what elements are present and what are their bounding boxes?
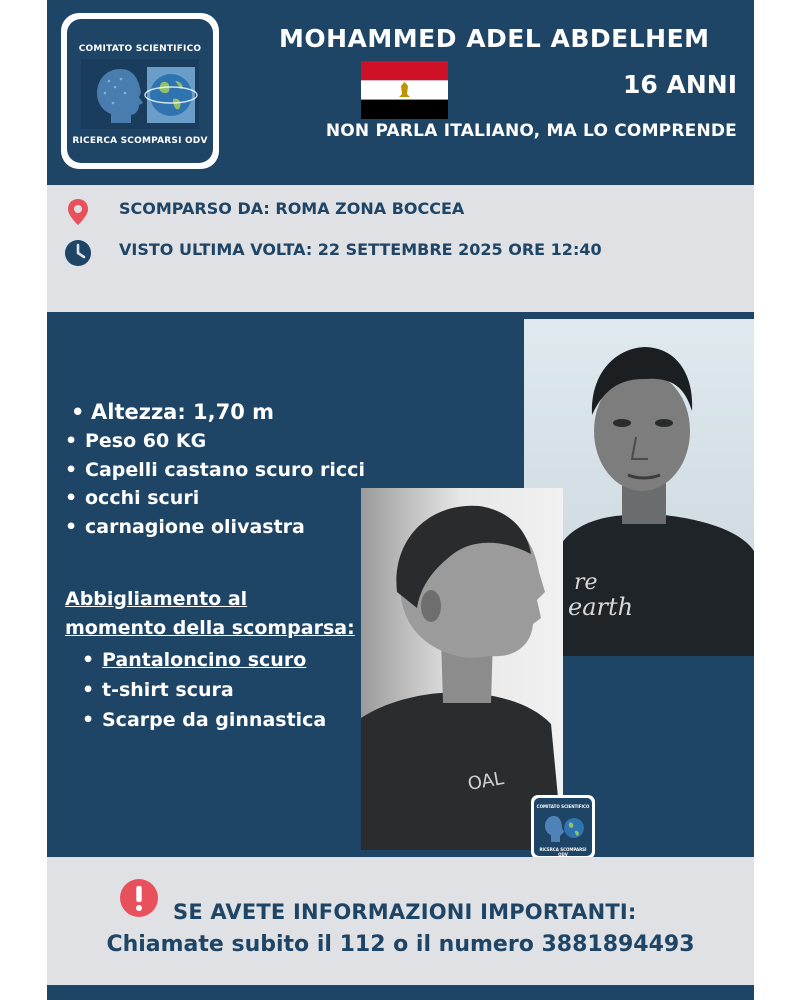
missing-person-poster (47, 0, 754, 1000)
language-note: NON PARLA ITALIANO, MA LO COMPRENDE (325, 121, 737, 141)
mini-head-globe-icon (540, 812, 586, 844)
info-icon (119, 878, 159, 918)
shirt-print-line-2: earth (568, 593, 634, 621)
trait-item: • carnagione olivastra (63, 513, 365, 542)
header-band (47, 0, 754, 185)
phone-line: Chiamate subito il 112 o il numero 3881894493 (106, 932, 695, 957)
person-name: MOHAMMED ADEL ABDELHEM (279, 24, 710, 53)
shirt-print-line-1: re (574, 570, 598, 595)
clothing-item: • t-shirt scura (80, 675, 326, 705)
call-to-action: SE AVETE INFORMAZIONI IMPORTANTI: (173, 900, 637, 924)
clothing-title: Abbigliamento al momento della scomparsa: (65, 588, 355, 639)
organization-logo (61, 13, 219, 169)
clothing-list (80, 645, 326, 735)
description-band (47, 312, 754, 857)
mini-logo-top-text: COMITATO SCIENTIFICO (536, 804, 590, 809)
height-list (69, 397, 274, 427)
location-band (47, 185, 754, 312)
trait-item: • Peso 60 KG (63, 427, 365, 456)
egypt-flag-icon (361, 61, 448, 119)
clock-icon (63, 238, 93, 268)
logo-top-text: COMITATO SCIENTIFICO (78, 44, 202, 54)
svg-text:OAL: OAL (466, 767, 506, 795)
clothing-item: • Scarpe da ginnastica (80, 705, 326, 735)
trait-item: • occhi scuri (63, 484, 365, 513)
logo-bottom-text: RICERCA SCOMPARSI ODV (72, 136, 208, 146)
traits-list (63, 427, 365, 541)
trait-item: • Capelli castano scuro ricci (63, 456, 365, 485)
clothing-item: • Pantaloncino scuro (80, 645, 326, 675)
location-pin-icon (63, 197, 93, 227)
height-item: • Altezza: 1,70 m (69, 397, 274, 427)
head-globe-icon (81, 59, 199, 129)
bottom-strip (47, 985, 754, 1000)
missing-from-text: SCOMPARSO DA: ROMA ZONA BOCCEA (119, 199, 465, 218)
mini-organization-logo (531, 795, 595, 859)
mini-logo-bottom-text: RICERCA SCOMPARSI ODV (539, 847, 587, 856)
person-age: 16 ANNI (623, 70, 737, 99)
last-seen-text: VISTO ULTIMA VOLTA: 22 SETTEMBRE 2025 ORE 12:40 (119, 240, 602, 259)
